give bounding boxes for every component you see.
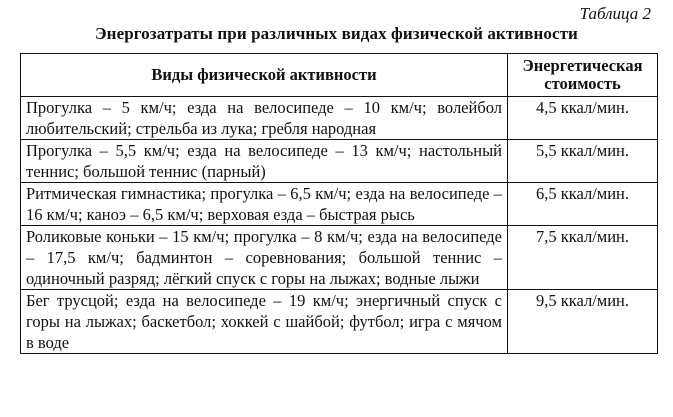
table-row (21, 183, 658, 226)
table-row (21, 140, 658, 183)
activity-cell: Роликовые коньки – 15 км/ч; прогулка – 8 км/ч; езда на велосипеде – 17,5 км/ч; бадминтон – соревнования; большой теннис – одиночный разряд; лёгкий спуск с горы на лыжах; водные лыжи (21, 226, 508, 290)
table-row (21, 290, 658, 354)
table-row (21, 97, 658, 140)
cost-cell: 5,5 ккал/мин. (508, 140, 658, 183)
column-header-activity: Виды физической активности (21, 54, 508, 97)
column-header-cost: Энергетическая стоимость (508, 54, 658, 97)
energy-table (20, 53, 658, 354)
cost-cell: 9,5 ккал/мин. (508, 290, 658, 354)
activity-cell: Прогулка – 5,5 км/ч; езда на велосипеде – 13 км/ч; настольный теннис; большой теннис (парный) (21, 140, 508, 183)
table-row (21, 226, 658, 290)
table-title: Энергозатраты при различных видах физической активности (95, 24, 578, 43)
table-header-row (21, 54, 658, 97)
activity-cell: Ритмическая гимнастика; прогулка – 6,5 км/ч; езда на велосипеде – 16 км/ч; каноэ – 6,5 км/ч; верховая езда – быстрая рысь (21, 183, 508, 226)
activity-cell: Прогулка – 5 км/ч; езда на велосипеде – 10 км/ч; волейбол любительский; стрельба из лука; гребля народная (21, 97, 508, 140)
cost-cell: 4,5 ккал/мин. (508, 97, 658, 140)
table-caption: Таблица 2 (579, 4, 651, 23)
cost-cell: 7,5 ккал/мин. (508, 226, 658, 290)
activity-cell: Бег трусцой; езда на велосипеде – 19 км/ч; энергичный спуск с горы на лыжах; баскетбол; хоккей с шайбой; футбол; игра с мячом в воде (21, 290, 508, 354)
cost-cell: 6,5 ккал/мин. (508, 183, 658, 226)
